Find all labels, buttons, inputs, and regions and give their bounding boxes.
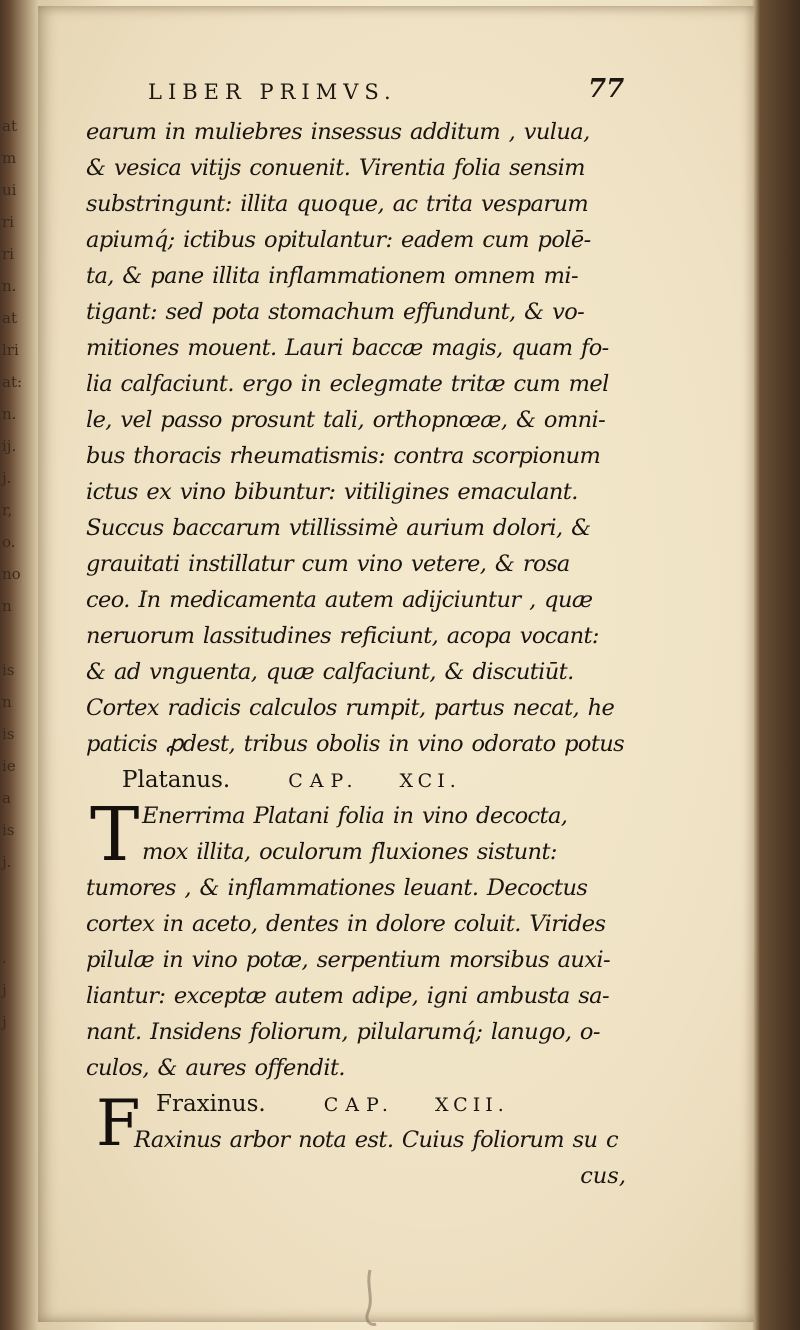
text-line: tumores , & inflammationes leuant. Decoctus (86, 875, 588, 901)
edge-fragment (0, 910, 18, 942)
chapter-cap-label: CAP. (288, 770, 360, 792)
text-line: & ad vnguenta, quæ calfaciunt, & discutiūt. (86, 659, 574, 685)
drop-cap-initial: T (90, 792, 140, 878)
chapter-number: XCI. (399, 770, 461, 792)
text-line: liantur: exceptæ autem adipe, igni ambusta sa- (86, 983, 609, 1009)
edge-fragment: ri (2, 245, 14, 263)
section-fraxinus (86, 1086, 626, 1161)
text-line: cortex in aceto, dentes in dolore coluit. Virides (86, 911, 606, 937)
text-line: Succus baccarum vtillissimè aurium dolori, & (86, 515, 591, 541)
running-head (118, 74, 638, 110)
text-line: nant. Insidens foliorum, pilularumq́; lanugo, o- (86, 1019, 600, 1045)
text-line: pilulæ in vino potæ, serpentium morsibus auxi- (86, 947, 610, 973)
section-laurus-continued (86, 114, 626, 762)
text-line: substringunt: illita quoque, ac trita vesparum (86, 191, 589, 217)
text-line: neruorum lassitudines reficiunt, acopa vocant: (86, 623, 599, 649)
edge-fragment: at (2, 117, 17, 135)
edge-fragment: j. (2, 853, 12, 871)
edge-fragment: a (2, 789, 11, 807)
text-block (86, 114, 626, 1194)
text-line: ceo. In medicamenta autem adijciuntur , quæ (86, 587, 593, 613)
edge-fragment: j (2, 1013, 7, 1031)
text-line: grauitati instillatur cum vino vetere, & rosa (86, 551, 570, 577)
text-line: apiumq́; ictibus opitulantur: eadem cum polē- (86, 227, 591, 253)
edge-fragment: ij. (2, 437, 17, 455)
edge-fragment: is (2, 821, 15, 839)
edge-fragment: n. (2, 405, 17, 423)
edge-fragment: n (2, 597, 12, 615)
text-line: Raxinus arbor nota est. Cuius foliorum su c (134, 1127, 618, 1153)
text-line: tigant: sed pota stomachum effundunt, & vo- (86, 299, 585, 325)
chapter-heading-fraxinus (86, 1086, 626, 1122)
chapter-title: Platanus. (122, 767, 231, 793)
edge-fragment: . (2, 949, 7, 967)
edge-fragment: lri (2, 341, 19, 359)
edge-fragment: no (2, 565, 21, 583)
text-line: lia calfaciunt. ergo in eclegmate tritæ cum mel (86, 371, 609, 397)
text-line: ta, & pane illita inflammationem omnem mi- (86, 263, 579, 289)
chapter-cap-label: CAP. (323, 1094, 395, 1116)
drop-cap-initial: F (96, 1087, 141, 1161)
edge-fragment: r, (2, 501, 13, 519)
edge-fragment: is (2, 725, 15, 743)
edge-fragment: n (2, 693, 12, 711)
text-line: paticis ꝓdest, tribus obolis in vino odorato potus (86, 731, 625, 757)
text-line: Enerrima Platani folia in vino decocta, (142, 803, 568, 829)
text-line: mitiones mouent. Lauri baccæ magis, quam fo- (86, 335, 609, 361)
edge-fragment (0, 878, 18, 910)
edge-fragment: is (2, 661, 15, 679)
chapter-number: XCII. (434, 1094, 509, 1116)
edge-fragment: m (2, 149, 17, 167)
section-platanus (86, 792, 626, 1086)
catchword: cus, (580, 1163, 626, 1189)
text-line: & vesica vitijs conuenit. Virentia folia sensim (86, 155, 585, 181)
edge-fragment: n. (2, 277, 17, 295)
text-line: bus thoracis rheumatismis: contra scorpionum (86, 443, 601, 469)
edge-fragment: ui (2, 181, 17, 199)
previous-page-edge (0, 110, 23, 1260)
text-line: Cortex radicis calculos rumpit, partus necat, he (86, 695, 615, 721)
edge-fragment: ri (2, 213, 14, 231)
edge-fragment (0, 622, 18, 654)
edge-fragment: ie (2, 757, 16, 775)
text-line: earum in muliebres insessus additum , vulua, (86, 119, 590, 145)
running-head-title: LIBER PRIMVS. (148, 80, 397, 104)
edge-fragment: at (2, 309, 17, 327)
text-line: ictus ex vino bibuntur: vitiligines emaculant. (86, 479, 578, 505)
page-blemish (356, 1268, 384, 1330)
text-line: culos, & aures offendit. (86, 1055, 345, 1081)
text-line: mox illita, oculorum fluxiones sistunt: (142, 839, 557, 865)
book-page (38, 6, 754, 1322)
text-line: le, vel passo prosunt tali, orthopnœæ, & omni- (86, 407, 606, 433)
edge-fragment: at: (2, 373, 23, 391)
edge-fragment: j (2, 981, 7, 999)
edge-fragment: o. (2, 533, 16, 551)
page-number: 77 (588, 74, 625, 104)
chapter-title: Fraxinus. (156, 1091, 266, 1117)
chapter-heading-platanus (86, 762, 626, 798)
edge-fragment: j. (2, 469, 12, 487)
